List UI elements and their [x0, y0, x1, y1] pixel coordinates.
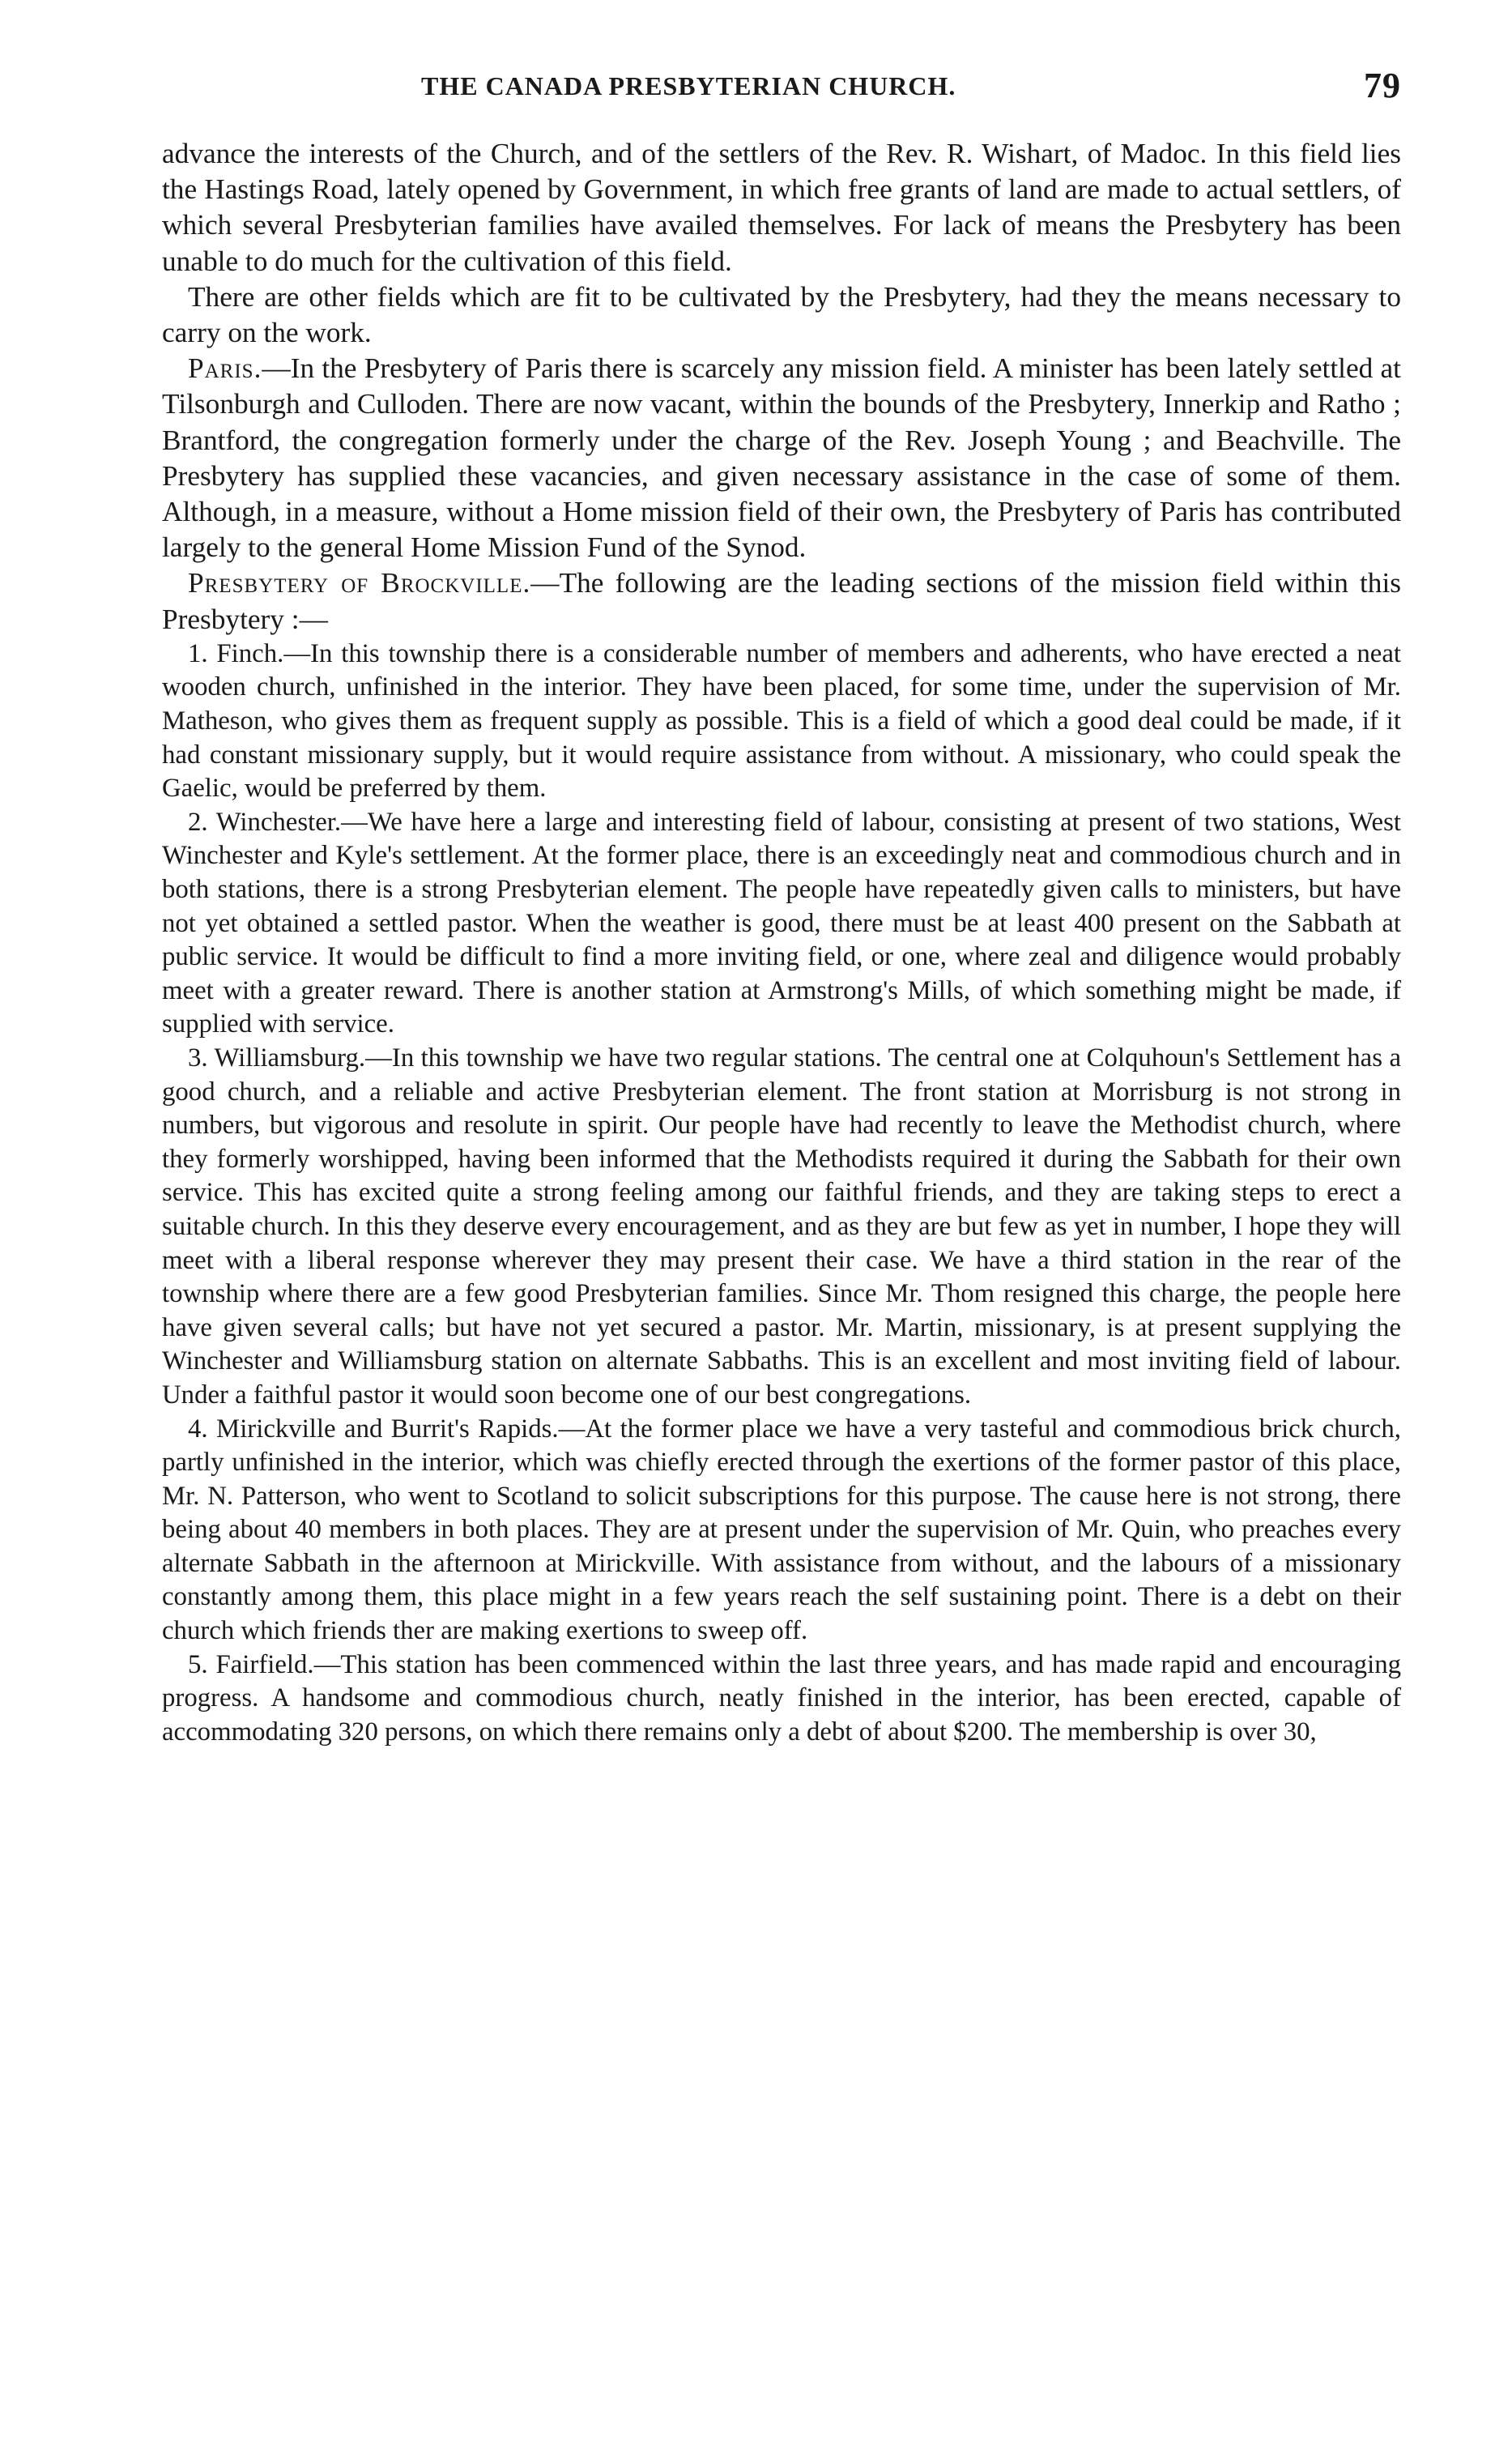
paragraph: advance the interests of the Church, and of the settlers of the Rev. R. Wishart, of Madoc. In this field lies the Hastings Road, lately opened by Government, in which free grants of land are made to actual settlers, of which several Presbyterian families have availed themselves. For lack of means the Presbytery has been unable to do much for the cultivation of this field.	[162, 138, 1401, 277]
list-item: 5. Fairfield.—This station has been commenced within the last three years, and has made rapid and encouraging progress. A handsome and commodious church, neatly finished in the interior, has been erected, capable of accommodating 320 persons, on which there remains only a debt of about $200. The membership is over 30,	[162, 1649, 1401, 1747]
list-item: 3. Williamsburg.—In this township we have two regular stations. The central one at Colquhoun's Settlement has a good church, and a reliable and active Presbyterian element. The front station at Morrisburg is not strong in numbers, but vigorous and resolute in spirit. Our people have had recently to leave the Methodist church, where they formerly worshipped, having been informed that the Methodists required it during the Sabbath for their own service. This has excited quite a strong feeling among our faithful friends, and they are taking steps to erect a suitable church. In this they deserve every encouragement, and as they are but few as yet in number, I hope they will meet with a liberal response wherever they may present their case. We have a third station in the rear of the township where there are a few good Presbyterian families. Since Mr. Thom resigned this charge, the people here have given several calls; but have not yet secured a pastor. Mr. Martin, missionary, is at present supplying the Winchester and Williamsburg station on alternate Sabbaths. This is an excellent and most inviting field of labour. Under a faithful pastor it would soon become one of our best congregations.	[162, 1043, 1401, 1410]
paragraph: There are other fields which are fit to be cultivated by the Presbytery, had they the means necessary to carry on the work.	[162, 280, 1401, 349]
running-title: THE CANADA PRESBYTERIAN CHURCH.	[421, 71, 956, 100]
page-number: 79	[1364, 66, 1401, 105]
list-item: 1. Finch.—In this township there is a considerable number of members and adherents, who have erected a neat wooden church, unfinished in the interior. They have been placed, for some time, under the supervision of Mr. Matheson, who gives them as frequent supply as possible. This is a field of which a good deal could be made, if it had constant missionary supply, but it would require assistance from without. A missionary, who could speak the Gaelic, would be preferred by them.	[162, 638, 1401, 804]
paragraph: Paris.—In the Presbytery of Paris there is scarcely any mission field. A minister has been lately settled at Tilsonburgh and Culloden. There are now vacant, within the bounds of the Presbytery, Innerkip and Ratho ; Brantford, the congregation formerly under the charge of the Rev. Joseph Young ; and Beachville. The Presbytery has supplied these vacancies, and given necessary assistance in the case of some of them. Although, in a measure, without a Home mission field of their own, the Presbytery of Paris has contributed largely to the general Home Mission Fund of the Synod.	[162, 352, 1401, 564]
running-head	[162, 65, 1401, 113]
section-heading-brockville: Presbytery of Brockville.	[188, 567, 531, 599]
book-page	[162, 65, 1401, 1749]
paragraph: Presbytery of Brockville.—The following are the leading sections of the mission field within this Presbytery :—	[162, 567, 1401, 635]
body-text	[162, 136, 1401, 1749]
list-item: 2. Winchester.—We have here a large and interesting field of labour, consisting at present of two stations, West Winchester and Kyle's settlement. At the former place, there is an exceedingly neat and commodious church and in both stations, there is a strong Presbyterian element. The people have repeatedly given calls to ministers, but have not yet obtained a settled pastor. When the weather is good, there must be at least 400 present on the Sabbath at public service. It would be difficult to find a more inviting field, or one, where zeal and diligence would probably meet with a greater reward. There is another station at Armstrong's Mills, of which something might be made, if supplied with service.	[162, 807, 1401, 1039]
list-item: 4. Mirickville and Burrit's Rapids.—At the former place we have a very tasteful and commodious brick church, partly unfinished in the interior, which was chiefly erected through the exertions of the former pastor of this place, Mr. N. Patterson, who went to Scotland to solicit subscriptions for this purpose. The cause here is not strong, there being about 40 members in both places. They are at present under the supervision of Mr. Quin, who preaches every alternate Sabbath in the afternoon at Mirickville. With assistance from without, and the labours of a missionary constantly among them, this place might in a few years reach the self sustaining point. There is a debt on their church which friends ther are making exertions to sweep off.	[162, 1414, 1401, 1646]
section-heading-paris: Paris.	[188, 352, 262, 385]
